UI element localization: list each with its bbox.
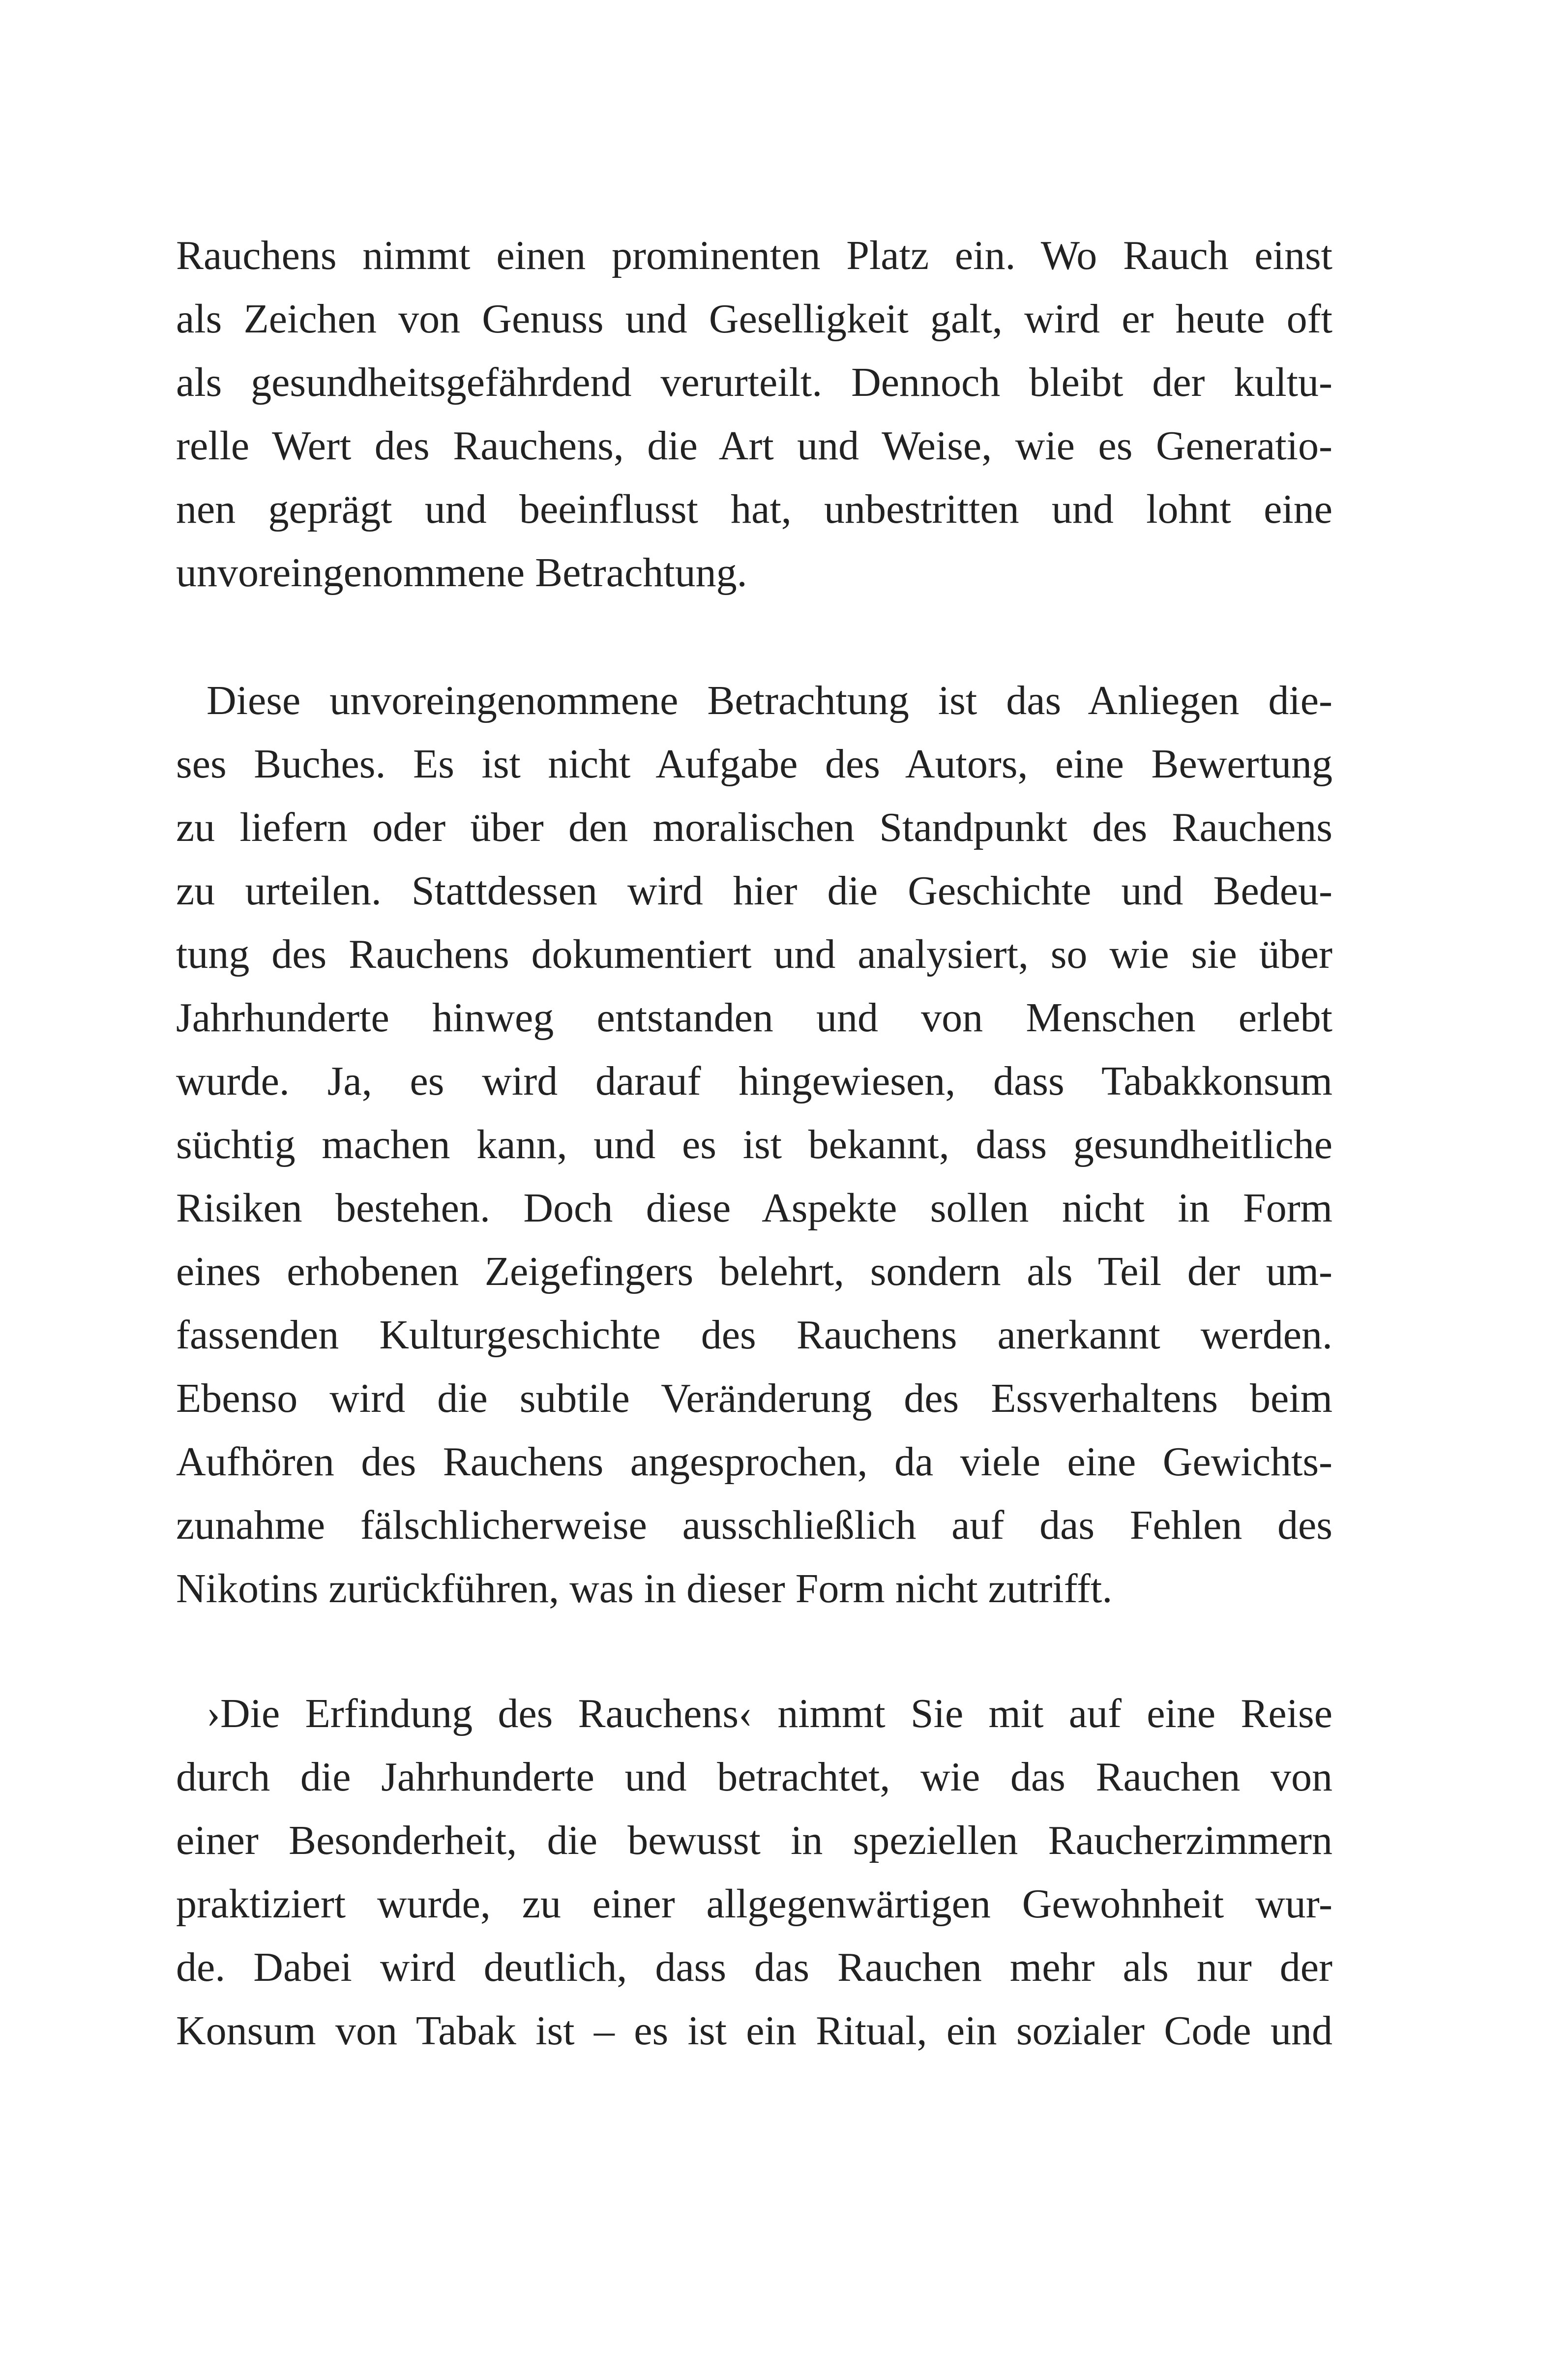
text-line: durch die Jahrhunderte und betrachtet, wie das Rauchen von <box>176 1754 1332 1800</box>
text-line: nen geprägt und beeinflusst hat, unbestritten und lohnt eine <box>176 486 1332 532</box>
text-line: relle Wert des Rauchens, die Art und Weise, wie es Generatio- <box>176 423 1332 469</box>
text-line: de. Dabei wird deutlich, dass das Rauchen mehr als nur der <box>176 1944 1332 1990</box>
text-line: wurde. Ja, es wird darauf hingewiesen, dass Tabakkonsum <box>176 1058 1332 1104</box>
text-line: Aufhören des Rauchens angesprochen, da viele eine Gewichts- <box>176 1439 1332 1485</box>
text-line: Diese unvoreingenommene Betrachtung ist das Anliegen die- <box>207 678 1332 723</box>
text-line: süchtig machen kann, und es ist bekannt, dass gesundheitliche <box>176 1122 1332 1167</box>
text-line: Jahrhunderte hinweg entstanden und von Menschen erlebt <box>176 995 1332 1041</box>
text-line: fassenden Kulturgeschichte des Rauchens anerkannt werden. <box>176 1312 1332 1358</box>
text-line: Risiken bestehen. Doch diese Aspekte sollen nicht in Form <box>176 1185 1332 1231</box>
text-line: einer Besonderheit, die bewusst in speziellen Raucherzimmern <box>176 1818 1332 1863</box>
text-line: Nikotins zurückführen, was in dieser Form nicht zutrifft. <box>176 1566 1113 1612</box>
text-line: ses Buches. Es ist nicht Aufgabe des Autors, eine Bewertung <box>176 741 1332 787</box>
text-line: als gesundheitsgefährdend verurteilt. Dennoch bleibt der kultu- <box>176 359 1332 405</box>
text-line: eines erhobenen Zeigefingers belehrt, sondern als Teil der um- <box>176 1249 1332 1294</box>
text-line: zunahme fälschlicherweise ausschließlich auf das Fehlen des <box>176 1502 1332 1548</box>
text-line: Konsum von Tabak ist – es ist ein Ritual, ein sozialer Code und <box>176 2008 1332 2054</box>
paragraph-3 <box>176 1682 1332 2062</box>
paragraph-1 <box>176 224 1332 604</box>
paragraph-2 <box>176 669 1332 1620</box>
text-line: ›Die Erfindung des Rauchens‹ nimmt Sie mit auf eine Reise <box>207 1691 1332 1736</box>
text-line: zu urteilen. Stattdessen wird hier die Geschichte und Bedeu- <box>176 868 1332 914</box>
text-line: praktiziert wurde, zu einer allgegenwärtigen Gewohnheit wur- <box>176 1881 1332 1927</box>
text-line: unvoreingenommene Betrachtung. <box>176 550 747 596</box>
text-line: tung des Rauchens dokumentiert und analysiert, so wie sie über <box>176 931 1332 977</box>
text-line: als Zeichen von Genuss und Geselligkeit galt, wird er heute oft <box>176 296 1332 342</box>
text-line: Rauchens nimmt einen prominenten Platz ein. Wo Rauch einst <box>176 233 1332 278</box>
text-line: Ebenso wird die subtile Veränderung des Essverhaltens beim <box>176 1375 1332 1421</box>
text-line: zu liefern oder über den moralischen Standpunkt des Rauchens <box>176 805 1332 850</box>
